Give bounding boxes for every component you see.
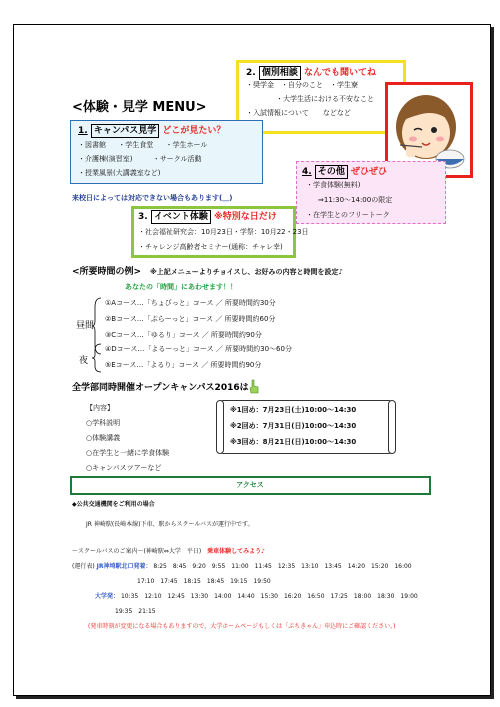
sec3-heading bbox=[138, 210, 277, 224]
hand-pointer-icon bbox=[248, 379, 260, 395]
sec2-row: ・入試情報について などなど bbox=[246, 109, 351, 117]
oc-date: ※3回め：8月21日(日)10:00～14:30 bbox=[230, 438, 357, 446]
sec2-heading bbox=[246, 66, 376, 80]
bus-header-tail: 乗車体験してみよう♪ bbox=[207, 548, 265, 555]
scroll-left-roll bbox=[216, 400, 224, 454]
station-timetable-row bbox=[72, 562, 412, 571]
sec1-item: ・学生ホール bbox=[165, 141, 208, 149]
sec2-row: ・大学生活における不安なこと bbox=[276, 95, 374, 103]
sec2-num: 2. bbox=[246, 68, 256, 78]
course-item: ④Dコース…「よるーっと」コース ／ 所要時間約30～60分 bbox=[105, 345, 292, 353]
evening-brace-icon bbox=[92, 343, 102, 373]
sec1-label: キャンパス見学 bbox=[91, 124, 159, 138]
time-note: ※上記メニューよりチョイスし、お好みの内容と時間を設定♪ bbox=[150, 268, 343, 276]
sec3-label: イベント体験 bbox=[151, 210, 211, 224]
sec1-row: ・授業風景(大講義室など) bbox=[78, 169, 161, 177]
footer-note: (発車時刻が変更になる場合もありますので、大学ホームページもしくは「ぷちきゃん」申込時にご確認ください。) bbox=[88, 623, 396, 630]
contents-item: ○体験講義 bbox=[86, 434, 121, 442]
closed-note: 来校日によっては対応できない場合もあります(＿) bbox=[72, 194, 233, 202]
sec3-row: ・チャレンジ高齢者セミナー(通称：チャレ幸) bbox=[138, 243, 283, 251]
sec4-heading bbox=[302, 165, 387, 179]
univ-times-cont: 19:35 21:15 bbox=[115, 608, 156, 615]
univ-label: 大学発： bbox=[95, 593, 120, 600]
sec4-label: その他 bbox=[315, 165, 348, 179]
access-label: アクセス bbox=[236, 481, 264, 489]
time-subnote: あなたの「時間」にあわせます！！ bbox=[125, 283, 237, 291]
course-item: ⑤Eコース…「よるり」コース ／ 所要時間約90分 bbox=[105, 361, 262, 369]
scroll-right-roll bbox=[388, 400, 396, 454]
sec1-item: ・サークル活動 bbox=[152, 155, 202, 163]
daytime-label: 昼間 bbox=[76, 321, 95, 331]
sec1-row bbox=[78, 155, 202, 164]
contents-item: ○学科説明 bbox=[86, 419, 121, 427]
station-times: 8:25 8:45 9:20 9:55 11:00 11:45 12:35 13:10 13:45 14:20 15:20 16:00 bbox=[153, 563, 412, 570]
oc-date: ※2回め：7月31日(日)10:00～14:30 bbox=[230, 422, 357, 430]
sec1-row bbox=[78, 141, 207, 150]
sec4-row: ・在学生とのフリートーク bbox=[306, 211, 390, 219]
sec4-num: 4. bbox=[302, 167, 312, 177]
public-transport-note: ◆公共交通機関をご利用の場合 bbox=[72, 501, 155, 508]
sec4-row: ⇒11:30～14:00の限定 bbox=[318, 196, 393, 204]
oc-title: 全学部同時開催オープンキャンパス2016は bbox=[72, 383, 249, 393]
oc-date: ※1回め：7月23日(土)10:00～14:30 bbox=[230, 406, 357, 414]
bus-header bbox=[72, 547, 265, 556]
contents-header: 【内容】 bbox=[86, 404, 114, 412]
station-label: JR神埼駅北口発着： bbox=[96, 563, 152, 570]
sec1-item: ・介護棟(演習室) bbox=[78, 155, 133, 163]
sec2-sub: なんでも聞いてね bbox=[303, 68, 376, 78]
sec1-item: ・学生食堂 bbox=[118, 141, 154, 149]
menu-title: <体験・見学 MENU> bbox=[72, 100, 207, 115]
jr-line-note: JR 神崎駅(長崎本線)下車、駅からスクールバスが運行中です。 bbox=[86, 521, 254, 528]
sec3-sub: ※特別な日だけ bbox=[213, 212, 277, 222]
contents-item: ○キャンパスツアーなど bbox=[86, 464, 162, 472]
univ-times: 10:35 12:10 12:45 13:30 14:00 14:40 15:30 16:20 16:50 17:25 18:00 18:30 19:00 bbox=[120, 593, 418, 600]
sec4-sub: ぜひぜひ bbox=[350, 167, 387, 177]
sec1-num: 1. bbox=[78, 126, 88, 136]
univ-timetable-row bbox=[95, 592, 418, 601]
bus-header-text: ～スクールバスのご案内～(神崎駅⇔大学 平日) bbox=[72, 548, 202, 555]
time-header: <所要時間の例> bbox=[72, 267, 142, 277]
course-item: ③Cコース…「ゆるり」コース ／ 所要時間約90分 bbox=[105, 331, 262, 339]
sec2-label: 個別相談 bbox=[259, 66, 301, 80]
station-times-cont: 17:10 17:45 18:15 18:45 19:15 19:50 bbox=[137, 578, 271, 585]
sec2-row: ・奨学金 ・自分のこと ・学生寮 bbox=[246, 81, 358, 89]
evening-label: 夜 bbox=[79, 356, 89, 366]
timetable-label: (運行表) bbox=[72, 563, 95, 570]
course-item: ②Bコース…「ぷらーっと」コース ／ 所要時間約60分 bbox=[105, 315, 276, 323]
sec1-heading bbox=[78, 124, 225, 138]
sec3-row: ・社会福祉研究会：10月23日・学祭：10月22・23日 bbox=[138, 228, 309, 236]
sec1-sub: どこが見たい？ bbox=[162, 126, 226, 136]
sec1-item: ・図書館 bbox=[78, 141, 106, 149]
sec4-row: ・学食体験(無料) bbox=[306, 181, 361, 189]
sec3-num: 3. bbox=[138, 212, 148, 222]
contents-item: ○在学生と一緒に学食体験 bbox=[86, 449, 170, 457]
course-item: ①Aコース…「ちょびっと」コース ／ 所要時間約30分 bbox=[105, 299, 276, 307]
